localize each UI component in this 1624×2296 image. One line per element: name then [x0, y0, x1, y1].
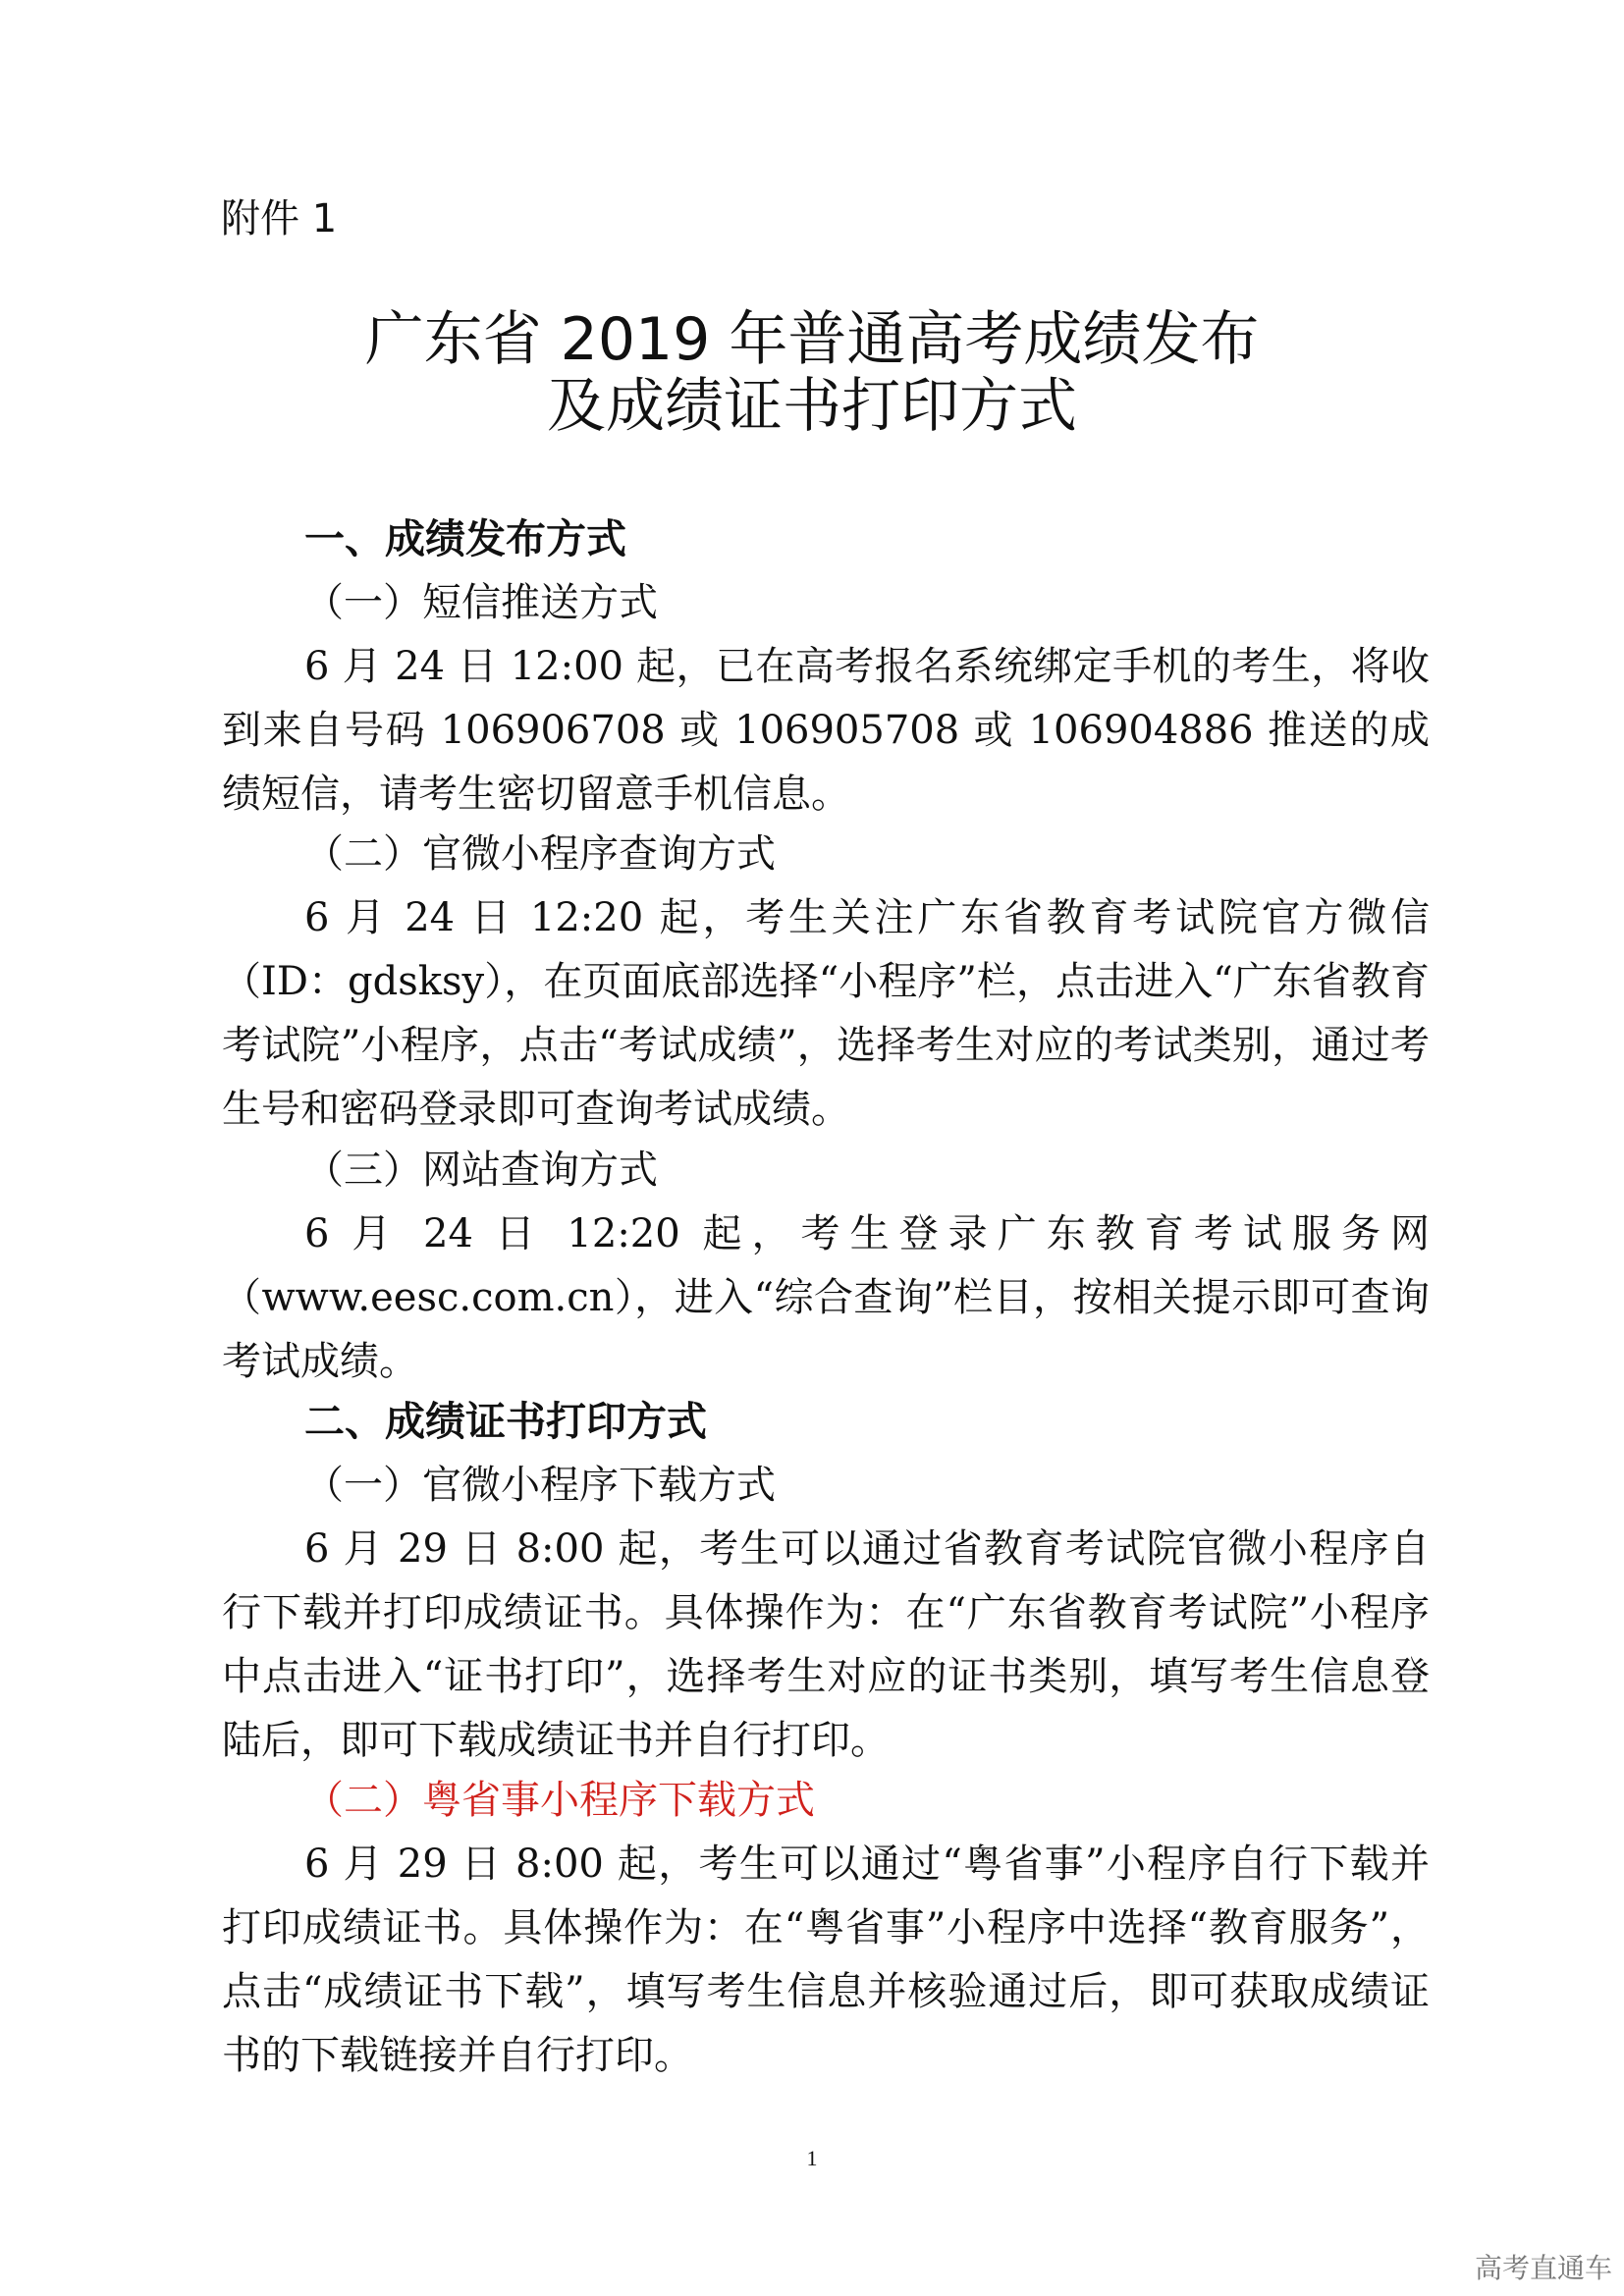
section-2-sub-1-paragraph: 6 月 29 日 8:00 起，考生可以通过省教育考试院官微小程序自行下载并打印成绩证书。具体操作为：在“广东省教育考试院”小程序中点击进入“证书打印”，选择考生对应的证书类别，填写考生信息登陆后，即可下载成绩证书并自行打印。 — [222, 1526, 1430, 1763]
page-number: 1 — [806, 2146, 818, 2170]
section-1-heading: 一、成绩发布方式 — [304, 515, 626, 562]
section-1-sub-2-paragraph: 6 月 24 日 12:20 起，考生关注广东省教育考试院官方微信（ID：gdsksy），在页面底部选择“小程序”栏，点击进入“广东省教育考试院”小程序，点击“考试成绩”，选择考生对应的考试类别，通过考生号和密码登录即可查询考试成绩。 — [222, 895, 1430, 1132]
section-1-sub-1-heading: （一）短信推送方式 — [304, 580, 658, 625]
section-1-sub-3-heading: （三）网站查询方式 — [304, 1148, 658, 1193]
document-title-line-2: 及成绩证书打印方式 — [547, 372, 1077, 441]
section-2-sub-2-heading: （二）粤省事小程序下载方式 — [304, 1778, 815, 1823]
section-1-sub-2-heading: （二）官微小程序查询方式 — [304, 831, 776, 877]
section-2-sub-1-heading: （一）官微小程序下载方式 — [304, 1463, 776, 1508]
attachment-label: 附件 1 — [221, 196, 338, 241]
section-1-sub-3-paragraph: 6 月 24 日 12:20 起，考生登录广东教育考试服务网（www.eesc.com.cn），进入“综合查询”栏目，按相关提示即可查询考试成绩。 — [222, 1211, 1430, 1384]
section-1-sub-1-paragraph: 6 月 24 日 12:00 起，已在高考报名系统绑定手机的考生，将收到来自号码 106906708 或 106905708 或 106904886 推送的成绩短信，请考生密切留意手机信息。 — [222, 644, 1430, 817]
document-title-line-1: 广东省 2019 年普通高考成绩发布 — [364, 305, 1260, 374]
section-2-sub-2-paragraph: 6 月 29 日 8:00 起，考生可以通过“粤省事”小程序自行下载并打印成绩证书。具体操作为：在“粤省事”小程序中选择“教育服务”，点击“成绩证书下载”，填写考生信息并核验通过后，即可获取成绩证书的下载链接并自行打印。 — [222, 1842, 1430, 2078]
section-2-heading: 二、成绩证书打印方式 — [304, 1398, 707, 1445]
watermark: 高考直通车 — [1474, 2252, 1612, 2284]
